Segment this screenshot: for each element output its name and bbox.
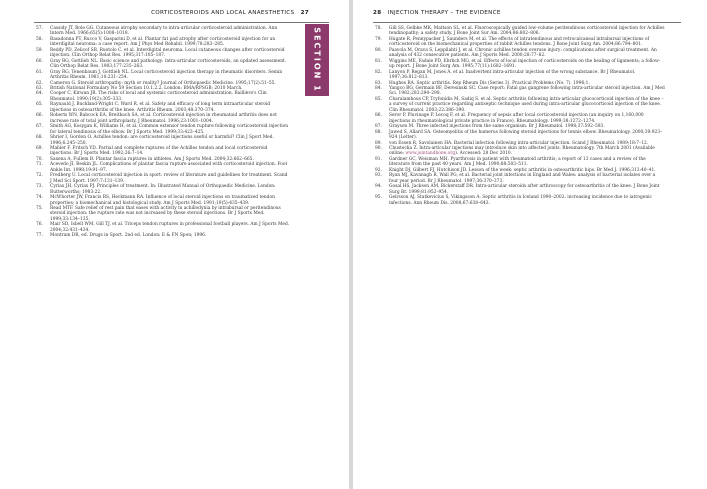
left-header-rule bbox=[34, 22, 329, 23]
reference-item bbox=[36, 113, 290, 124]
reference-text bbox=[50, 162, 290, 173]
reference-text bbox=[389, 130, 665, 141]
reference-number: 79. bbox=[375, 36, 382, 42]
reference-text bbox=[50, 195, 290, 206]
reference-citation: Seror P, Pluvinage P, Lecoq F, et al. Frequency of sepsis after local corticosteroid injection (an inquiry on 1,160,000 injections in rheumatological private practice in France). Rheumatology. 1999;38:1272–1274. bbox=[389, 113, 644, 124]
reference-item bbox=[36, 222, 290, 233]
reference-number: 57. bbox=[36, 26, 43, 31]
reference-item bbox=[375, 59, 665, 70]
reference-citation: Mair SD, Isbell WM, Gill TJ, et al. Triceps tendon ruptures in professional football players. Am J Sports Med. 2004;32:431–434. bbox=[50, 222, 290, 233]
reference-item bbox=[36, 124, 290, 135]
reference-item bbox=[375, 157, 665, 168]
reference-number: 93. bbox=[375, 173, 382, 179]
reference-item bbox=[375, 37, 665, 48]
reference-text bbox=[389, 59, 665, 70]
reference-citation: Paavola M, Orava S, Leppilahti J, et al. Chronic achilles tendon overuse injury: complications after surgical treatment. An analysis of 432 consecutive patients. Am J Sports Med. 2000;28:77–82. bbox=[389, 47, 657, 59]
reference-link[interactable]: www.jointandbone.org bbox=[405, 151, 456, 157]
reference-text bbox=[50, 48, 290, 59]
reference-text bbox=[50, 26, 290, 37]
reference-item bbox=[375, 86, 665, 97]
reference-number: 65. bbox=[36, 102, 43, 108]
reference-item bbox=[375, 146, 665, 157]
reference-citation-tail: ). Accessed: 28 Dec 2010. bbox=[455, 151, 513, 157]
right-page-number: 28 bbox=[373, 10, 382, 16]
reference-number: 75. bbox=[36, 205, 43, 211]
reference-text bbox=[389, 37, 665, 48]
reference-item bbox=[36, 37, 290, 48]
reference-item bbox=[36, 135, 290, 146]
reference-number: 95. bbox=[375, 195, 382, 201]
reference-citation: Basadonna PT, Rucco V, Gasparini D, et al. Plantar fat pad atrophy after corticosteroid injection for an interdigital neuroma: a case report. Am J Phys Med Rehabil. 1999;78:283–285. bbox=[50, 36, 276, 48]
reference-number: 60. bbox=[36, 58, 43, 64]
reference-item bbox=[36, 195, 290, 206]
reference-number: 80. bbox=[375, 47, 382, 53]
reference-text bbox=[389, 97, 665, 113]
right-running-header bbox=[373, 10, 501, 16]
reference-citation: Chustecka Z. Intra-articular injections may introduce skin into affected joints. Rheumatology. 7th March 2001 (Available online: bbox=[389, 145, 655, 157]
reference-text bbox=[50, 222, 290, 233]
reference-item bbox=[375, 184, 665, 195]
reference-number: 94. bbox=[375, 184, 382, 190]
right-header-rule bbox=[373, 22, 681, 23]
reference-citation: Mahler F, Fritsch YD. Partial and complete ruptures of the Achilles tendon and local corticosteroid injections. Br J Sports Med. 1992;26:7–14. bbox=[50, 145, 268, 157]
right-header-title: INJECTION THERAPY – THE EVIDENCE bbox=[387, 10, 501, 16]
reference-citation: British National Formulary No 59 Section 10.1.2.2. London: BMA/RPSGB; 2010 March. bbox=[50, 85, 243, 91]
reference-text bbox=[389, 86, 665, 97]
reference-text bbox=[50, 173, 290, 184]
reference-citation: Cassidy JT, Bole GG. Cutaneous atrophy secondary to intra-articular corticosteroid administration. Ann Intern Med. 1966;65(5):1008–1018. bbox=[50, 26, 278, 37]
left-page-number: 27 bbox=[300, 10, 309, 16]
reference-number: 76. bbox=[36, 222, 43, 228]
reference-text bbox=[389, 157, 665, 168]
reference-item bbox=[375, 113, 665, 124]
reference-text bbox=[50, 124, 290, 135]
section-tab bbox=[305, 24, 329, 96]
reference-citation: Knight DJ, Gilbert FJ, Hutchison JD. Lesson of the week: septic arthritis in osteoarthritic hips. Br Med J. 1996;313:40–41. bbox=[389, 167, 656, 173]
reference-item bbox=[36, 233, 290, 238]
reference-text bbox=[50, 146, 290, 157]
reference-item bbox=[36, 162, 290, 173]
reference-number: 87. bbox=[375, 124, 382, 130]
reference-citation: Wiggins ME, Fadale PD, Ehrlich MG, et al. Effects of local injection of corticosteroids on the healing of ligaments; a follow-up report. J Bone Joint Surg Am. 1995;77(11):1682–1691. bbox=[389, 58, 661, 70]
reference-citation: Montram DR, ed. Drugs in Sport. 2nd ed. London: E & FN Spon; 1996. bbox=[50, 233, 207, 239]
reference-number: 72. bbox=[36, 173, 43, 179]
reference-number: 78. bbox=[375, 26, 382, 31]
reference-citation: McWhorter JW, Francis RS, Heckmann RA. Influence of local steroid injections on traumatized tendon properties; a biomechanical and histological study. Am J Sports Med. 1991;19(5):435–439. bbox=[50, 195, 275, 206]
reference-citation: Raynauld J, Buckland-Wright C, Ward R, et al. Safety and efficacy of long term intraarticular steroid injections in osteoarthritis of the knee. Arthritis Rheum. 2003;48:370–374. bbox=[50, 102, 271, 113]
reference-number: 91. bbox=[375, 156, 382, 162]
section-tab-label: SECTION 1 bbox=[312, 27, 322, 93]
left-running-header bbox=[151, 10, 309, 16]
reference-item bbox=[36, 48, 290, 59]
reference-citation: Hugate R, Pennypacker J, Saunders M, et al. The effects of intratendinous and retrocalcaneal intrabursal injections of corticosteroid on the biomechanical properties of rabbit Achilles tendons. J Bone Joint Surg Am. 2004;86:794–801. bbox=[389, 36, 650, 48]
reference-number: 61. bbox=[36, 69, 43, 75]
reference-item bbox=[375, 173, 665, 184]
reference-citation: Lanyon P, Regan M, Jones A, et al. Inadvertent intra-articular injection of the wrong substance. Br J Rheumatol. 1997;36:812–813. bbox=[389, 69, 636, 81]
reference-number: 67. bbox=[36, 124, 43, 130]
reference-number: 68. bbox=[36, 135, 43, 141]
right-reference-list bbox=[375, 26, 665, 206]
reference-number: 90. bbox=[375, 145, 382, 151]
reference-citation: Reddy PD, Zelicof SB, Ruotolo C, et al. Interdigital neuroma. Local cutaneous changes after corticosteroid injection. Clin Orthop Relat Res. 1995;317:185–187. bbox=[50, 47, 285, 59]
reference-text bbox=[50, 59, 290, 70]
left-page bbox=[0, 0, 349, 489]
reference-citation: Cooper C, Kirwan JR. The risks of local and systemic corticosteroid administration. Baillière's Clin Rheumatol. 1990;19(2):305–333. bbox=[50, 91, 267, 102]
reference-number: 59. bbox=[36, 47, 43, 53]
reference-citation: Charalambous CP, Tryfonidis M, Sadiq S, et al. Septic arthritis following intra-articular glucocorticoid injection of the knee – a survey of current practice regarding antiseptic technique used during intra-articular glucocorticoid injection of the knee. Clin Rheumatol. 2003;22:386–390. bbox=[389, 96, 664, 113]
reference-number: 92. bbox=[375, 167, 382, 173]
reference-number: 77. bbox=[36, 233, 43, 239]
reference-text bbox=[50, 113, 290, 124]
reference-item bbox=[36, 184, 290, 195]
left-reference-list bbox=[36, 26, 290, 239]
reference-text bbox=[50, 135, 290, 146]
reference-item bbox=[375, 195, 665, 206]
reference-item bbox=[36, 91, 290, 102]
reference-citation: Gosal HS, Jackson AM, Bickerstaff DR. Intra-articular steroids after arthroscopy for osteoarthritis of the knee. J Bone Joint Surg Br. 1999;81:952–954. bbox=[389, 184, 660, 195]
reference-number: 64. bbox=[36, 91, 43, 97]
reference-citation: Ryan MJ, Kavanagh R, Wall PG, et al. Bacterial joint infections in England and Wales: analysis of bacterial isolates over a four year period. Br J Rheumatol. 1997;36:370–373. bbox=[389, 173, 656, 184]
reference-number: 69. bbox=[36, 145, 43, 151]
reference-item bbox=[36, 102, 290, 113]
reference-text bbox=[389, 26, 665, 37]
reference-citation: Yangco BG, Germain BF, Deresinski SC. Case report: Fatal gas gangrene following intra-articular steroid injection. Am J Med Sci. 1982;283:294–298. bbox=[389, 85, 665, 97]
reference-number: 63. bbox=[36, 85, 43, 91]
reference-citation: Hughes RA. Septic arthritis. Rep Rheum Dis (Series 3). Practical Problems (No. 7). 1996;1. bbox=[389, 80, 590, 86]
reference-item bbox=[36, 59, 290, 70]
reference-item bbox=[375, 130, 665, 141]
reference-number: 73. bbox=[36, 184, 43, 190]
reference-citation: Jawed S, Allard SA. Osteomyelitis of the humerus following steroid injections for tennis elbow. Rheumatology. 2000;39:923–924 (Letter). bbox=[389, 129, 663, 141]
reference-citation: Fredberg U. Local corticosteroid injection in sport: review of literature and guidelines for treatment. Scand J Med Sci Sport. 1997;7:131–139. bbox=[50, 173, 288, 184]
reference-text bbox=[389, 146, 665, 157]
reference-citation: Gardner GC, Weisman MH. Pyarthrosis in patient with rheumatoid arthritis; a report of 13 cases and a review of the literature from the past 40 years. Am J Med. 1990;88:503–511. bbox=[389, 156, 646, 168]
reference-item bbox=[36, 70, 290, 81]
reference-number: 66. bbox=[36, 113, 43, 119]
reference-number: 70. bbox=[36, 156, 43, 162]
reference-citation: Gray RG, Tenenbaum J, Gottlieb NL. Local corticosteroid injection therapy in rheumatic disorders. Semin Arthritis Rheum. 1981;10:231–254. bbox=[50, 69, 283, 81]
reference-item bbox=[375, 70, 665, 81]
reference-item bbox=[36, 26, 290, 37]
reference-text bbox=[50, 37, 290, 48]
reference-item bbox=[36, 146, 290, 157]
reference-item bbox=[375, 48, 665, 59]
reference-text bbox=[50, 102, 290, 113]
reference-citation: Read MTF. Safe relief of rest pain that eases with activity in achillodynia by intrabursal or peritendinous steroid injection: the rupture rate was not increased by these steroid injections. Br J Sports Med. 1999;33:134–135. bbox=[50, 205, 281, 222]
reference-item bbox=[36, 173, 290, 184]
right-page bbox=[353, 0, 707, 489]
reference-citation: Smith AG, Kosygan K, Williams H, et al. Common extensor tendon rupture following corticosteroid injection for lateral tendinosis of the elbow. Br J Sports Med. 1999;33:423–425. bbox=[50, 124, 289, 135]
reference-text bbox=[389, 195, 665, 206]
reference-citation: Geirsson AJ, Statkevicius S, Vikingsson A. Septic arthritis in Iceland 1990–2002: increasing incidence due to iatrogenic infections. Ann Rheum Dis. 2008;67:638–643. bbox=[389, 195, 652, 206]
reference-citation: Gray RG, Gottlieb NL. Basic science and pathology: intra-articular corticosteroids, an updated assessment. Clin Orthop Relat Res. 1983;177:235–263. bbox=[50, 58, 287, 70]
reference-text bbox=[50, 70, 290, 81]
reference-text bbox=[389, 184, 665, 195]
reference-text bbox=[389, 70, 665, 81]
reference-text bbox=[389, 48, 665, 59]
reference-number: 89. bbox=[375, 140, 382, 146]
reference-citation: Shrier I, Gordon O. Achilles tendon: are corticosteroid injections useful or harmful? Clin J Sport Med. 1996;6:245–250. bbox=[50, 135, 274, 146]
reference-text bbox=[389, 113, 665, 124]
reference-number: 85. bbox=[375, 96, 382, 102]
reference-text bbox=[389, 173, 665, 184]
reference-text bbox=[50, 233, 290, 238]
reference-number: 84. bbox=[375, 85, 382, 91]
reference-text bbox=[50, 206, 290, 222]
reference-number: 88. bbox=[375, 129, 382, 135]
reference-text bbox=[50, 91, 290, 102]
reference-text bbox=[50, 184, 290, 195]
reference-citation: Grayson M. Three infected injections from the same organism. Br J Rheumatol. 1998;37:592–593. bbox=[389, 124, 605, 130]
left-header-title: CORTICOSTEROIDS AND LOCAL ANAESTHETICS bbox=[151, 10, 295, 16]
reference-citation: Cameron G. Steroid arthropathy: myth or reality? Journal of Orthopaedic Medicine. 1995;17(2):51–55. bbox=[50, 80, 276, 86]
reference-citation: von Essen R, Savolainen HA. Bacterial infection following intra-articular injection. Scand J Rheumatol. 1989;18:7–12. bbox=[389, 140, 649, 146]
reference-number: 83. bbox=[375, 80, 382, 86]
reference-number: 86. bbox=[375, 113, 382, 119]
reference-citation: Acevedo JI, Beskin JL. Complications of plantar fascia rupture associated with corticosteroid injection. Foot Ankle Int. 1998;19:91–97. bbox=[50, 162, 288, 173]
reference-item bbox=[36, 206, 290, 222]
reference-item bbox=[375, 26, 665, 37]
reference-citation: Cyriax JH, Cyriax PJ. Principles of treatment. In: Illustrated Manual of Orthopaedic Medicine. London: Butterworths; 1983:22. bbox=[50, 184, 276, 195]
reference-number: 71. bbox=[36, 162, 43, 168]
reference-item bbox=[375, 97, 665, 113]
reference-number: 82. bbox=[375, 69, 382, 75]
reference-number: 58. bbox=[36, 36, 43, 42]
reference-citation: Saxena A, Fullem B. Plantar fascia ruptures in athletes. Am J Sports Med. 2004;32:662–665. bbox=[50, 156, 254, 162]
reference-number: 81. bbox=[375, 58, 382, 64]
reference-number: 74. bbox=[36, 195, 43, 201]
reference-citation: Roberts WN, Babcock EA, Breitbach SA, et al. Corticosteroid injection in rheumatoid arthritis does not increase rate of total joint arthroplasty. J Rheumatol. 1996;23:1001–1004. bbox=[50, 113, 277, 124]
reference-number: 62. bbox=[36, 80, 43, 86]
reference-citation: Gill SS, Gelbke MK, Mattson SL, et al. Fluoroscopically guided low-volume peritendinous corticosteroid injection for Achilles tendinopathy; a safety study. J Bone Joint Sur Am. 2004;86:802–806. bbox=[389, 26, 665, 37]
